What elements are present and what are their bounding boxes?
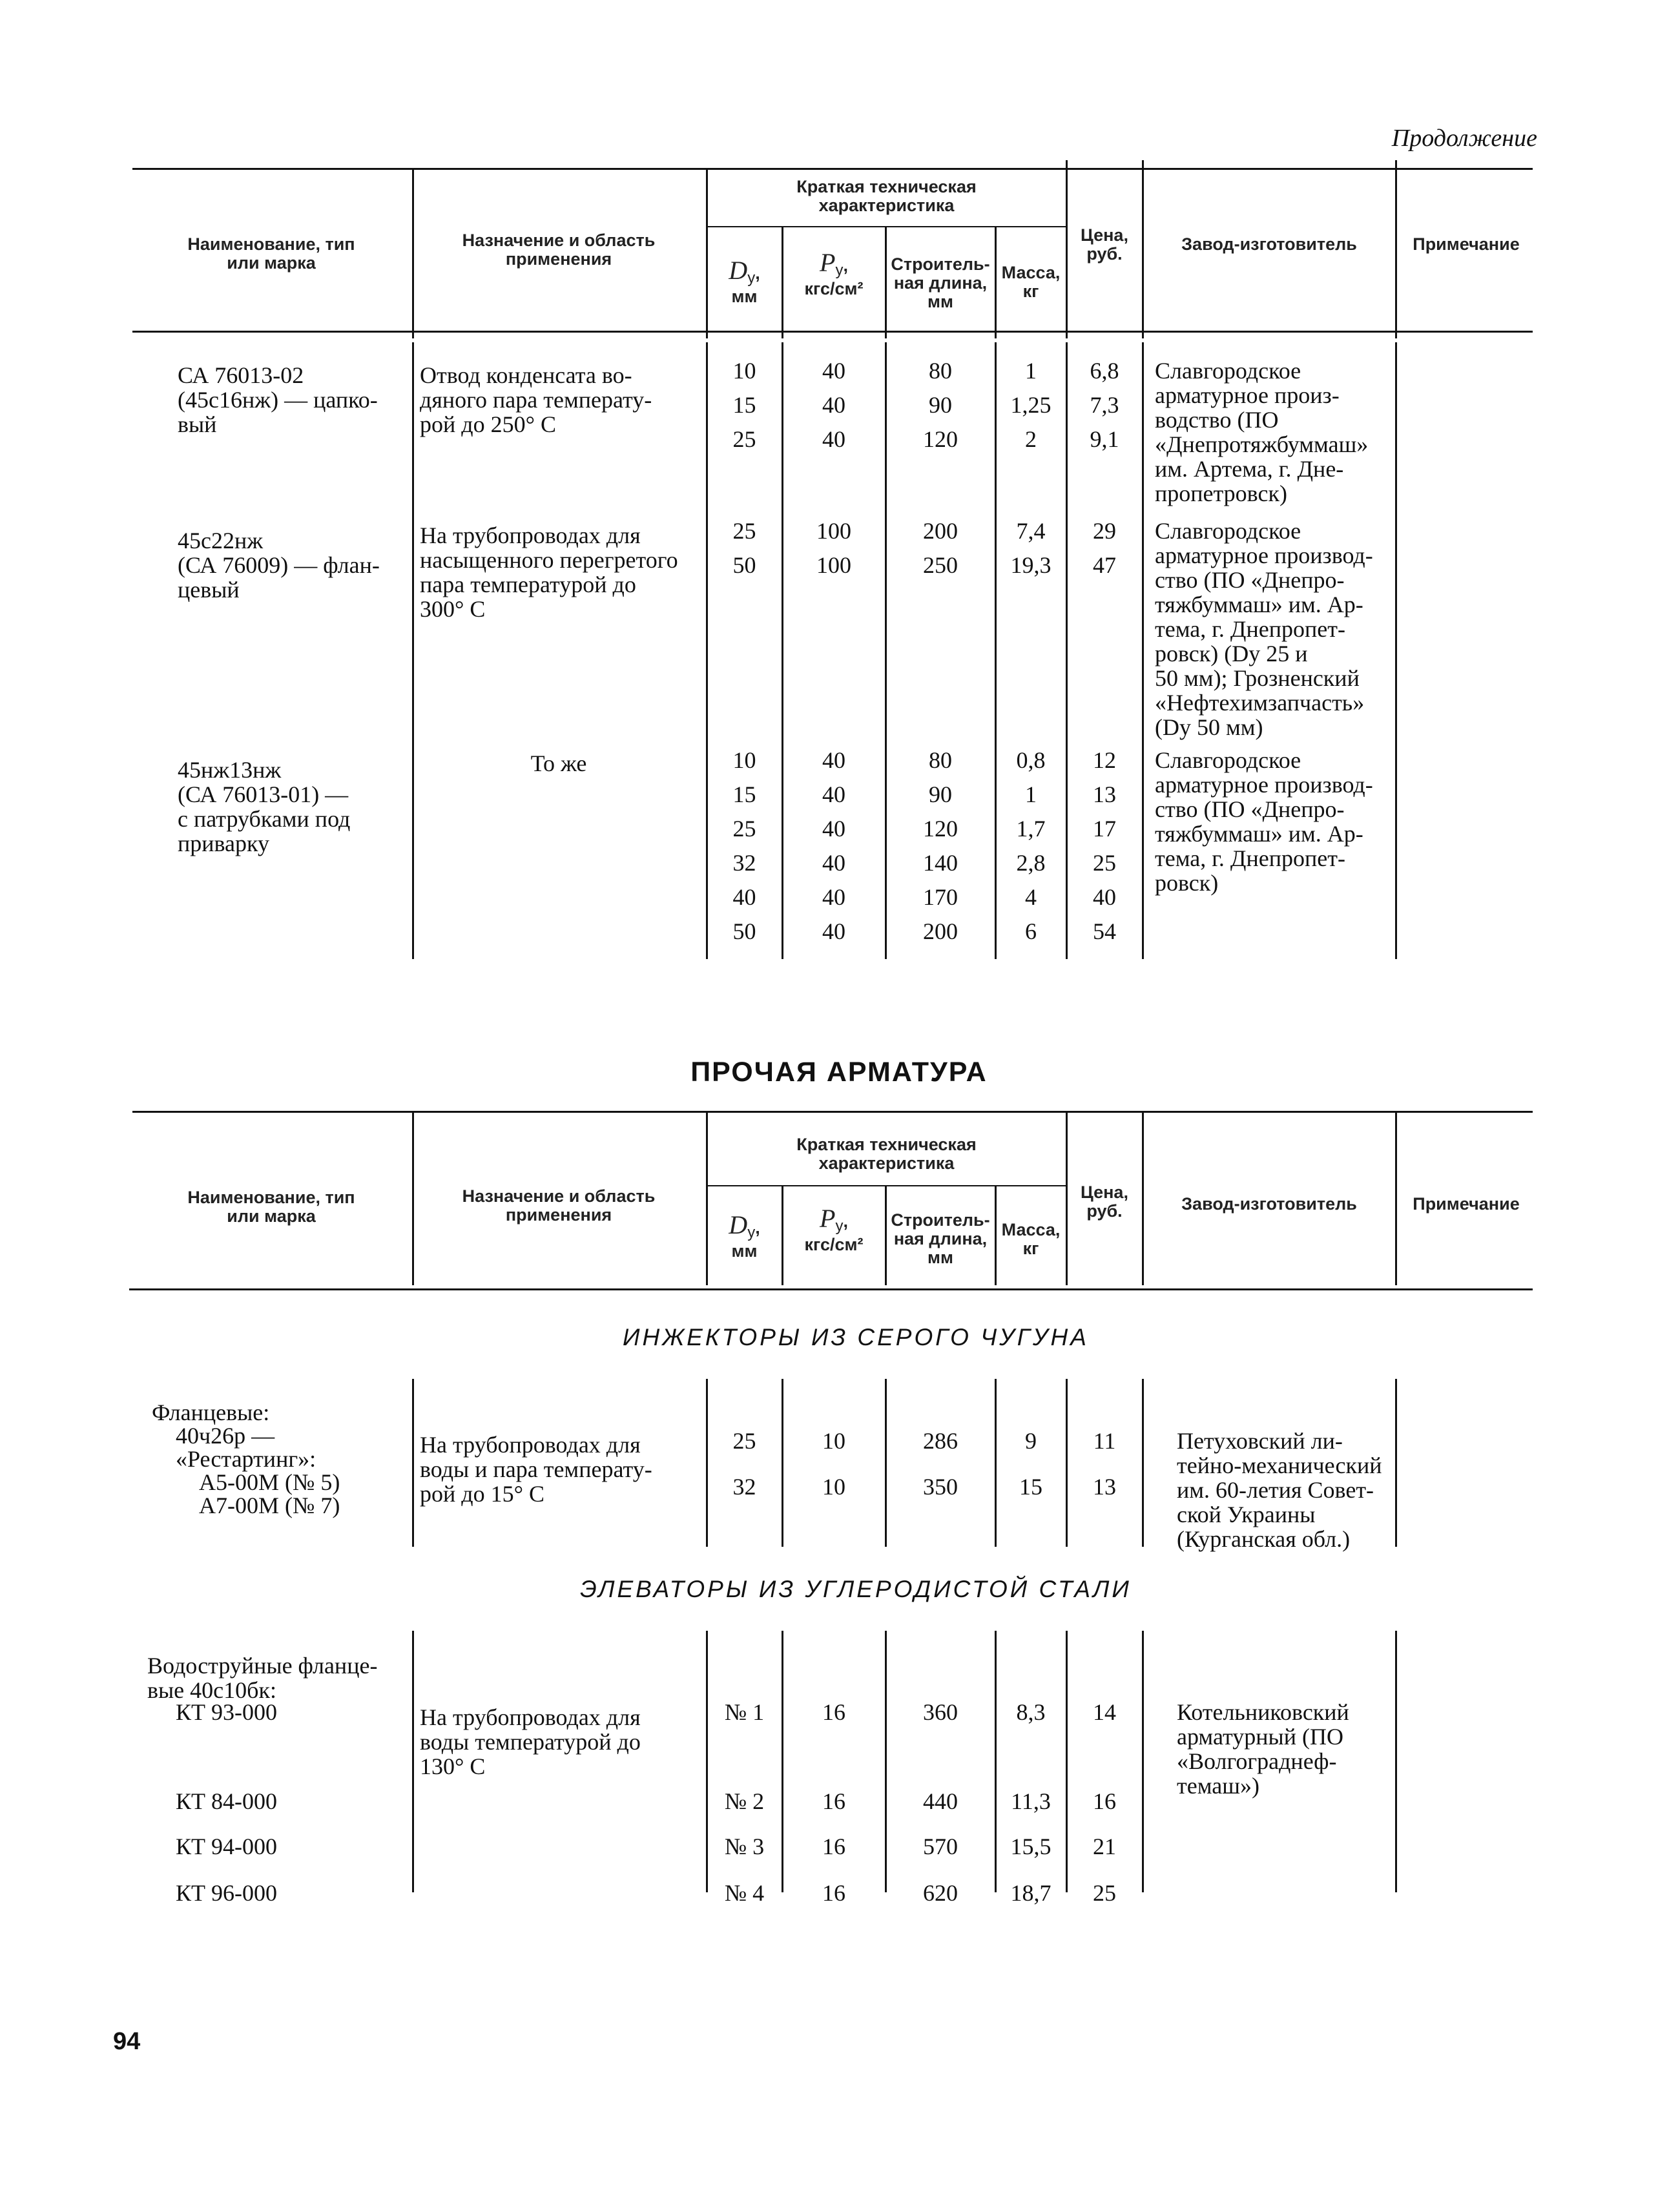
elevators-model-2: КТ 84-000 bbox=[176, 1788, 277, 1814]
row1-dy-2: 15 bbox=[732, 392, 756, 418]
elevators-len-3: 570 bbox=[923, 1834, 958, 1859]
header2-note: Примечание bbox=[1413, 1194, 1520, 1214]
row1-purpose: Отвод конденсата во- дяного пара температу- рой до 250° С bbox=[420, 362, 652, 437]
header2-price: Цена, руб. bbox=[1081, 1183, 1128, 1221]
row3-mass-4: 2,8 bbox=[1016, 850, 1046, 876]
header2-py: Pу, кгс/см² bbox=[804, 1204, 864, 1254]
header-name: Наименование, тип или марка bbox=[187, 234, 355, 273]
row2-price-2: 47 bbox=[1093, 552, 1116, 578]
elevators-maker: Котельниковский арматурный (ПО «Волгограднеф- темаш») bbox=[1177, 1699, 1349, 1799]
row3-maker: Славгородское арматурное производ- ство (ПО «Днепро- тяжбуммаш» им. Ар- тема, г. Днепропет- ровск) bbox=[1155, 747, 1373, 896]
elevators-py-3: 16 bbox=[822, 1834, 845, 1859]
row2-py-2: 100 bbox=[816, 552, 851, 578]
elevators-len-4: 620 bbox=[923, 1880, 958, 1906]
injectors-mass-1: 9 bbox=[1025, 1428, 1037, 1454]
injectors-name-1: 40ч26р — bbox=[176, 1423, 275, 1449]
row2-name: 45с22нж (СА 76009) — флан- цевый bbox=[178, 528, 380, 603]
section-title: ПРОЧАЯ АРМАТУРА bbox=[690, 1057, 988, 1088]
injectors-name-2: «Рестартинг»: bbox=[176, 1446, 316, 1472]
header-tech: Краткая техническая характеристика bbox=[796, 177, 977, 215]
row3-price-5: 40 bbox=[1093, 884, 1116, 910]
row3-py-1: 40 bbox=[822, 747, 845, 773]
elevators-len-1: 360 bbox=[923, 1699, 958, 1725]
row1-py-1: 40 bbox=[822, 358, 845, 384]
row3-dy-4: 32 bbox=[732, 850, 756, 876]
row2-mass-1: 7,4 bbox=[1016, 518, 1046, 544]
elevators-dy-2: № 2 bbox=[724, 1788, 765, 1814]
row3-price-1: 12 bbox=[1093, 747, 1116, 773]
elevators-py-4: 16 bbox=[822, 1880, 845, 1906]
elevators-dy-1: № 1 bbox=[724, 1699, 765, 1725]
page-number: 94 bbox=[113, 2028, 141, 2055]
row3-mass-1: 0,8 bbox=[1016, 747, 1046, 773]
continuation-label: Продолжение bbox=[1391, 125, 1537, 152]
row2-len-2: 250 bbox=[923, 552, 958, 578]
header-length: Строитель- ная длина, мм bbox=[891, 254, 990, 311]
elevators-py-2: 16 bbox=[822, 1788, 845, 1814]
elevators-mass-1: 8,3 bbox=[1016, 1699, 1046, 1725]
elevators-len-2: 440 bbox=[923, 1788, 958, 1814]
row3-dy-1: 10 bbox=[732, 747, 756, 773]
row3-py-4: 40 bbox=[822, 850, 845, 876]
elevators-title: ЭЛЕВАТОРЫ ИЗ УГЛЕРОДИСТОЙ СТАЛИ bbox=[580, 1576, 1132, 1602]
elevators-mass-2: 11,3 bbox=[1011, 1788, 1051, 1814]
row2-len-1: 200 bbox=[923, 518, 958, 544]
header-maker: Завод-изготовитель bbox=[1181, 234, 1357, 254]
row1-maker: Славгородское арматурное произ- водство (ПО «Днепротяжбуммаш» им. Артема, г. Дне- пропетровск) bbox=[1155, 358, 1369, 506]
row3-py-3: 40 bbox=[822, 816, 845, 842]
elevators-py-1: 16 bbox=[822, 1699, 845, 1725]
elevators-mass-3: 15,5 bbox=[1010, 1834, 1051, 1859]
elevators-price-4: 25 bbox=[1093, 1880, 1116, 1906]
header-note: Примечание bbox=[1413, 234, 1520, 254]
row3-dy-5: 40 bbox=[732, 884, 756, 910]
header-price: Цена, руб. bbox=[1081, 225, 1128, 264]
row3-dy-6: 50 bbox=[732, 918, 756, 944]
injectors-py-2: 10 bbox=[822, 1474, 845, 1500]
row3-len-3: 120 bbox=[923, 816, 958, 842]
header2-purpose: Назначение и область применения bbox=[462, 1186, 656, 1225]
injectors-dy-2: 32 bbox=[732, 1474, 756, 1500]
row2-price-1: 29 bbox=[1093, 518, 1116, 544]
row2-py-1: 100 bbox=[816, 518, 851, 544]
row3-len-6: 200 bbox=[923, 918, 958, 944]
header-dy: Dу, мм bbox=[729, 256, 760, 306]
injectors-dy-1: 25 bbox=[732, 1428, 756, 1454]
row3-dy-2: 15 bbox=[732, 781, 756, 807]
row1-dy-3: 25 bbox=[732, 426, 756, 452]
injectors-price-1: 11 bbox=[1093, 1428, 1116, 1454]
row3-len-4: 140 bbox=[923, 850, 958, 876]
row3-price-6: 54 bbox=[1093, 918, 1116, 944]
injectors-title: ИНЖЕКТОРЫ ИЗ СЕРОГО ЧУГУНА bbox=[623, 1324, 1089, 1350]
row3-len-2: 90 bbox=[929, 781, 952, 807]
elevators-price-3: 21 bbox=[1093, 1834, 1116, 1859]
injectors-name-4: А7-00М (№ 7) bbox=[199, 1493, 340, 1518]
row1-mass-1: 1 bbox=[1025, 358, 1037, 384]
header2-mass: Масса, кг bbox=[1001, 1220, 1061, 1258]
row3-name: 45нж13нж (СА 76013-01) — с патрубками под приварку bbox=[178, 757, 351, 856]
row3-dy-3: 25 bbox=[732, 816, 756, 842]
row3-purpose: То же bbox=[530, 750, 587, 776]
injectors-name-3: А5-00М (№ 5) bbox=[199, 1469, 340, 1495]
row3-py-6: 40 bbox=[822, 918, 845, 944]
header2-dy: Dу, мм bbox=[729, 1210, 760, 1261]
header-mass: Масса, кг bbox=[1001, 263, 1061, 301]
row2-mass-2: 19,3 bbox=[1010, 552, 1051, 578]
elevators-mass-4: 18,7 bbox=[1010, 1880, 1051, 1906]
row1-mass-2: 1,25 bbox=[1010, 392, 1051, 418]
row3-len-1: 80 bbox=[929, 747, 952, 773]
row3-price-4: 25 bbox=[1093, 850, 1116, 876]
row3-mass-2: 1 bbox=[1025, 781, 1037, 807]
elevators-dy-3: № 3 bbox=[724, 1834, 765, 1859]
header2-name: Наименование, тип или марка bbox=[187, 1188, 355, 1226]
row1-len-1: 80 bbox=[929, 358, 952, 384]
elevators-model-1: КТ 93-000 bbox=[176, 1699, 277, 1725]
header-purpose: Назначение и область применения bbox=[462, 231, 656, 269]
row1-mass-3: 2 bbox=[1025, 426, 1037, 452]
row1-name: СА 76013-02 (45с16нж) — цапко- вый bbox=[178, 362, 378, 437]
injectors-purpose: На трубопроводах для воды и пара температу- рой до 15° С bbox=[420, 1432, 652, 1507]
elevators-price-2: 16 bbox=[1093, 1788, 1116, 1814]
row3-py-2: 40 bbox=[822, 781, 845, 807]
row3-mass-5: 4 bbox=[1025, 884, 1037, 910]
elevators-model-3: КТ 94-000 bbox=[176, 1834, 277, 1859]
injectors-price-2: 13 bbox=[1093, 1474, 1116, 1500]
row3-mass-3: 1,7 bbox=[1016, 816, 1046, 842]
row1-len-2: 90 bbox=[929, 392, 952, 418]
row2-maker: Славгородское арматурное производ- ство (ПО «Днепро- тяжбуммаш» им. Ар- тема, г. Днепропет- ровск) (Dу 25 и 50 мм); Грозненский «Нефтехимзапчасть» (Dу 50 мм) bbox=[1155, 518, 1373, 740]
header2-tech: Краткая техническая характеристика bbox=[796, 1135, 977, 1173]
row1-price-1: 6,8 bbox=[1090, 358, 1119, 384]
row1-len-3: 120 bbox=[923, 426, 958, 452]
row1-py-2: 40 bbox=[822, 392, 845, 418]
row2-dy-2: 50 bbox=[732, 552, 756, 578]
elevators-model-4: КТ 96-000 bbox=[176, 1880, 277, 1906]
header-py: Pу, кгс/см² bbox=[804, 248, 864, 298]
row2-purpose: На трубопроводах для насыщенного перегретого пара температурой до 300° С bbox=[420, 522, 678, 622]
row2-dy-1: 25 bbox=[732, 518, 756, 544]
elevators-dy-4: № 4 bbox=[724, 1880, 765, 1906]
row1-price-2: 7,3 bbox=[1090, 392, 1119, 418]
injectors-name-head: Фланцевые: bbox=[152, 1400, 270, 1425]
row3-py-5: 40 bbox=[822, 884, 845, 910]
row3-len-5: 170 bbox=[923, 884, 958, 910]
row1-py-3: 40 bbox=[822, 426, 845, 452]
row1-price-3: 9,1 bbox=[1090, 426, 1119, 452]
injectors-len-2: 350 bbox=[923, 1474, 958, 1500]
elevators-price-1: 14 bbox=[1093, 1699, 1116, 1725]
elevators-purpose: На трубопроводах для воды температурой до 130° С bbox=[420, 1704, 641, 1779]
row1-dy-1: 10 bbox=[732, 358, 756, 384]
injectors-len-1: 286 bbox=[923, 1428, 958, 1454]
header2-length: Строитель- ная длина, мм bbox=[891, 1210, 990, 1267]
row3-price-3: 17 bbox=[1093, 816, 1116, 842]
injectors-py-1: 10 bbox=[822, 1428, 845, 1454]
injectors-maker: Петуховский ли- тейно-механический им. 60-летия Совет- ской Украины (Курганская обл.) bbox=[1177, 1428, 1382, 1552]
elevators-name-head: Водоструйные фланце- вые 40с10бк: bbox=[147, 1653, 378, 1703]
row3-price-2: 13 bbox=[1093, 781, 1116, 807]
injectors-mass-2: 15 bbox=[1019, 1474, 1042, 1500]
row3-mass-6: 6 bbox=[1025, 918, 1037, 944]
header2-maker: Завод-изготовитель bbox=[1181, 1194, 1357, 1214]
